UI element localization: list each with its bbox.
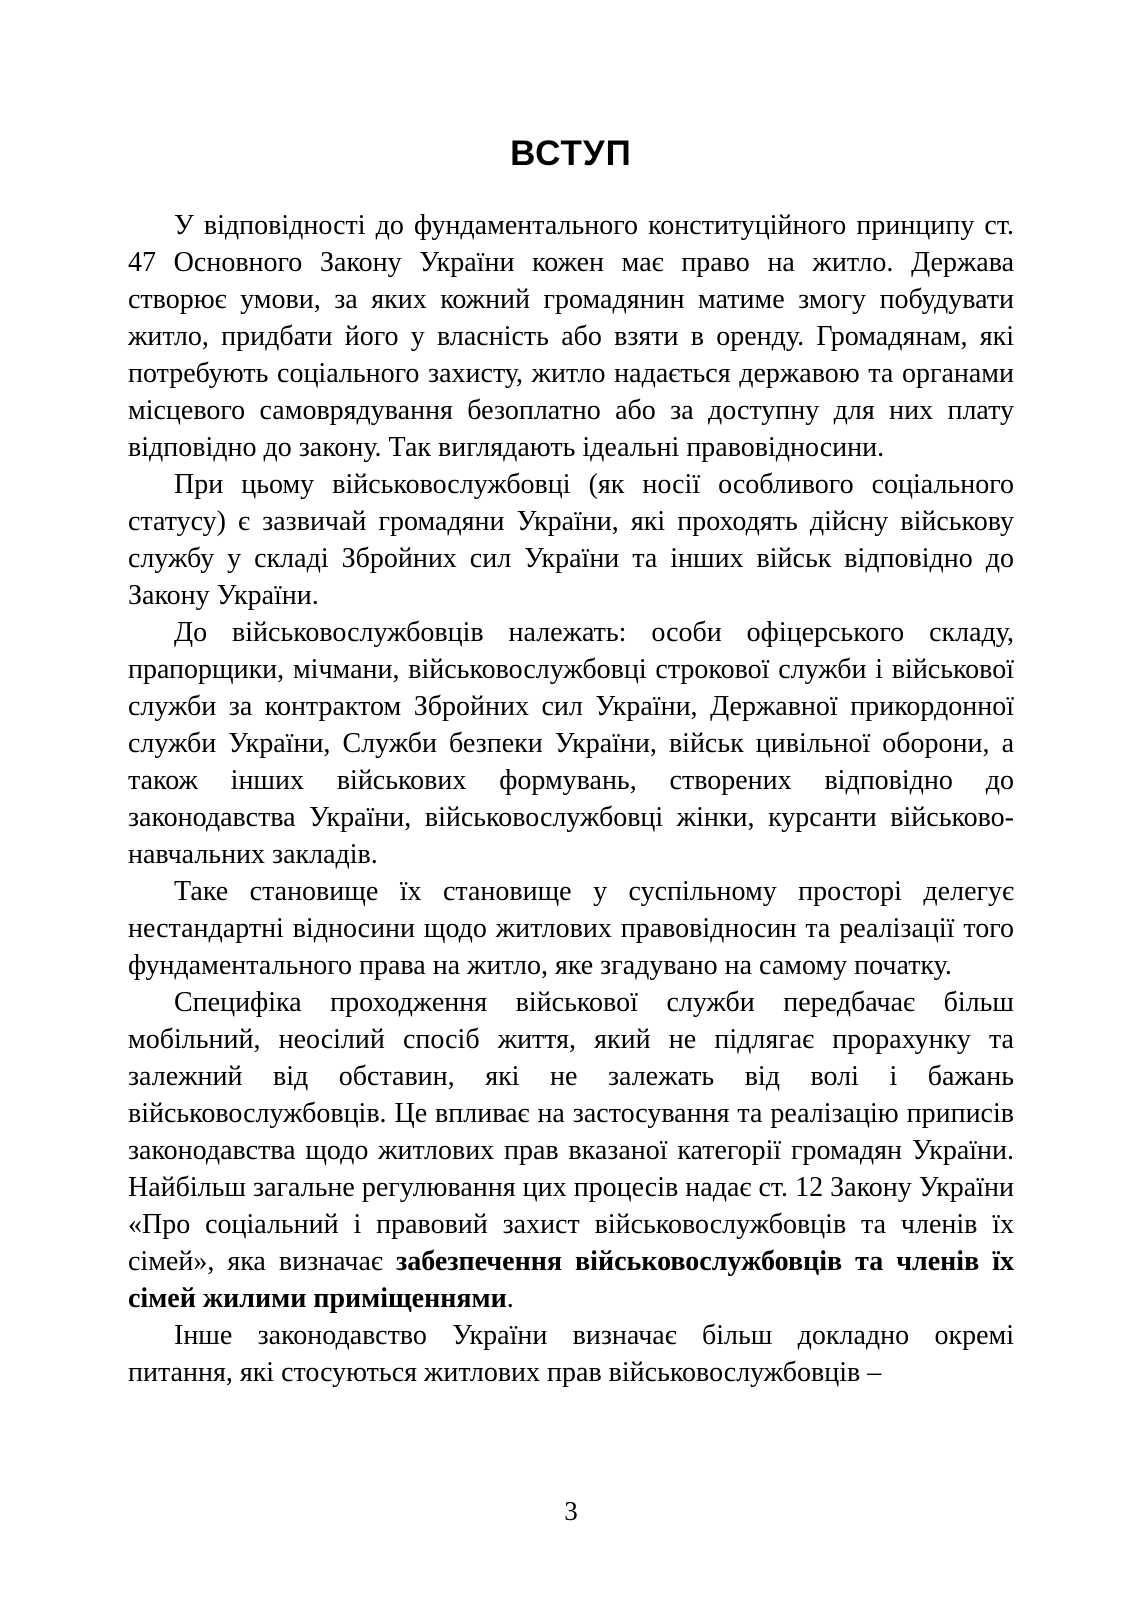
paragraph-4-text: Таке становище їх становище у суспільному просторі делегує нестандартні відносини щодо житлових правовідносин та реалізації того фундаментального права на житло, яке згадувано на самому початку. bbox=[128, 876, 1014, 981]
paragraph-5-text: Специфіка проходження військової служби передбачає більш мобільний, неосілий спосіб життя, який не підлягає прорахунку та залежний від обставин, які не залежать від волі і бажань військовослужбовців. Це впливає на застосування та реалізацію приписів законодавства щодо житлових прав вказаної категорії громадян України. Найбільш загальне регулювання цих процесів надає ст. 12 Закону України «Про соціальний і правовий захист військовослужбовців та членів їх сімей», яка визначає bbox=[128, 987, 1014, 1277]
page-number: 3 bbox=[564, 1496, 578, 1526]
paragraph-5-closing-period: . bbox=[506, 1283, 514, 1314]
paragraph-1-text: У відповідності до фундаментального конституційного принципу ст. 47 Основного Закону України кожен має право на житло. Держава створює умови, за яких кожний громадянин матиме змогу побудувати житло, придбати його у власність або взяти в оренду. Громадянам, які потребують соціального захисту, житло надається державою та органами місцевого самоврядування безоплатно або за доступну для них плату відповідно до закону. Так виглядають ідеальні правовідносини. bbox=[128, 210, 1014, 463]
body-text bbox=[128, 207, 1014, 1391]
paragraph-6 bbox=[128, 1317, 1014, 1391]
paragraph-2-text: При цьому військовослужбовці (як носії особливого соціального статусу) є зазвичай громадяни України, які проходять дійсну військову службу у складі Збройних сил України та інших військ відповідно до Закону України. bbox=[128, 469, 1014, 611]
page-title: ВСТУП bbox=[510, 134, 632, 173]
paragraph-1 bbox=[128, 207, 1014, 466]
paragraph-6-text: Інше законодавство України визначає більш докладно окремі питання, які стосуються житлових прав військовослужбовців – bbox=[128, 1320, 1014, 1388]
paragraph-5 bbox=[128, 984, 1014, 1317]
paragraph-4 bbox=[128, 873, 1014, 984]
paragraph-5-bold-text: забезпечення військовослужбовців та членів їх сімей жилими приміщеннями bbox=[128, 1246, 1014, 1314]
paragraph-3-text: До військовослужбовців належать: особи офіцерського складу, прапорщики, мічмани, військовослужбовці строкової служби і військової служби за контрактом Збройних сил України, Державної прикордонної служби України, Служби безпеки України, військ цивільної оборони, а також інших військових формувань, створених відповідно до законодавства України, військовослужбовці жінки, курсанти військово-навчальних закладів. bbox=[128, 617, 1014, 870]
paragraph-3 bbox=[128, 614, 1014, 873]
paragraph-2 bbox=[128, 466, 1014, 614]
